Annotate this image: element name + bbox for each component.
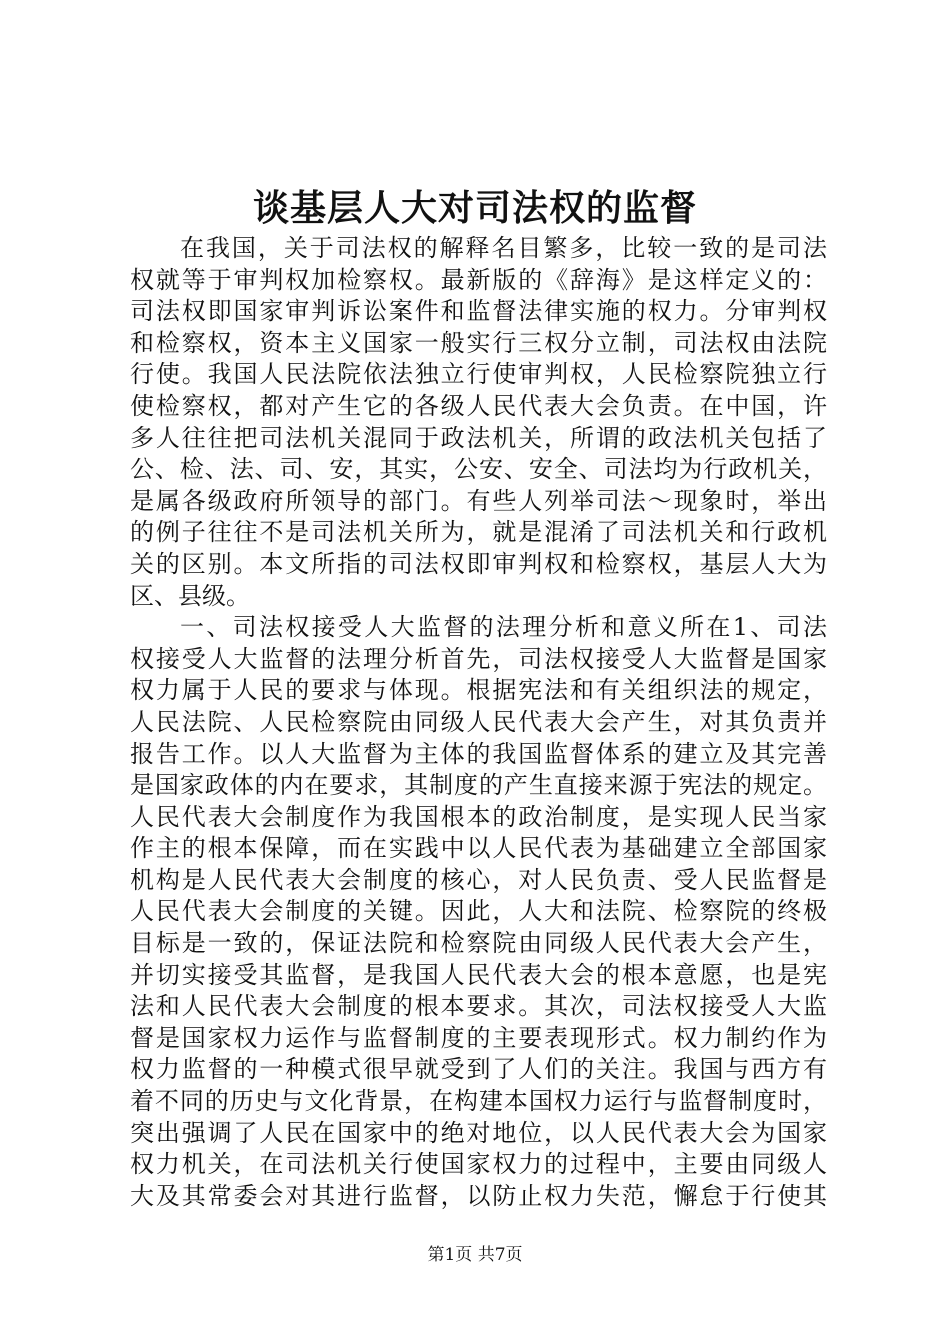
body-line: 关的区别。本文所指的司法权即审判权和检察权，基层人大为 xyxy=(130,549,827,578)
body-line: 是属各级政府所领导的部门。有些人列举司法～现象时，举出 xyxy=(130,486,827,515)
body-line: 人民代表大会制度作为我国根本的政治制度，是实现人民当家 xyxy=(130,802,827,831)
body-line: 作主的根本保障，而在实践中以人民代表为基础建立全部国家 xyxy=(130,834,827,863)
body-line: 机构是人民代表大会制度的核心，对人民负责、受人民监督是 xyxy=(130,865,827,894)
body-line: 权接受人大监督的法理分析首先，司法权接受人大监督是国家 xyxy=(130,644,827,673)
body-line: 法和人民代表大会制度的根本要求。其次，司法权接受人大监 xyxy=(130,992,827,1021)
body-line: 权力监督的一种模式很早就受到了人们的关注。我国与西方有 xyxy=(130,1055,827,1084)
body-line: 公、检、法、司、安，其实，公安、安全、司法均为行政机关， xyxy=(130,455,827,484)
body-line: 使检察权，都对产生它的各级人民代表大会负责。在中国，许 xyxy=(130,391,827,420)
body-line: 大及其常委会对其进行监督，以防止权力失范，懈怠于行使其 xyxy=(130,1181,827,1210)
body-line: 的例子往往不是司法机关所为，就是混淆了司法机关和行政机 xyxy=(130,518,827,547)
body-line: 突出强调了人民在国家中的绝对地位，以人民代表大会为国家 xyxy=(130,1118,827,1147)
body-line: 督是国家权力运作与监督制度的主要表现形式。权力制约作为 xyxy=(130,1023,827,1052)
body-line: 人民代表大会制度的关键。因此，人大和法院、检察院的终极 xyxy=(130,897,827,926)
body-line: 权力属于人民的要求与体现。根据宪法和有关组织法的规定， xyxy=(130,676,827,705)
body-line: 报告工作。以人大监督为主体的我国监督体系的建立及其完善 xyxy=(130,739,827,768)
body-line: 行使。我国人民法院依法独立行使审判权，人民检察院独立行 xyxy=(130,360,827,389)
document-title: 谈基层人大对司法权的监督 xyxy=(252,187,697,229)
body-line: 多人往往把司法机关混同于政法机关，所谓的政法机关包括了 xyxy=(130,423,827,452)
page-footer: 第1页 共7页 xyxy=(427,1245,523,1265)
body-line: 权就等于审判权加检察权。最新版的《辞海》是这样定义的： xyxy=(130,265,827,294)
body-line: 和检察权，资本主义国家一般实行三权分立制，司法权由法院 xyxy=(130,328,827,357)
body-line: 着不同的历史与文化背景，在构建本国权力运行与监督制度时， xyxy=(130,1087,827,1116)
body-line: 区、县级。 xyxy=(130,581,250,610)
body-line: 是国家政体的内在要求，其制度的产生直接来源于宪法的规定。 xyxy=(130,771,827,800)
body-line: 在我国，关于司法权的解释名目繁多，比较一致的是司法 xyxy=(180,234,827,262)
body-line: 目标是一致的，保证法院和检察院由同级人民代表大会产生， xyxy=(130,929,827,958)
body-line: 权力机关，在司法机关行使国家权力的过程中，主要由同级人 xyxy=(130,1150,827,1179)
body-line: 并切实接受其监督，是我国人民代表大会的根本意愿，也是宪 xyxy=(130,960,827,989)
body-line: 人民法院、人民检察院由同级人民代表大会产生，对其负责并 xyxy=(130,707,827,736)
document-body xyxy=(130,233,827,1212)
body-line: 司法权即国家审判诉讼案件和监督法律实施的权力。分审判权 xyxy=(130,297,827,326)
body-line: 一、司法权接受人大监督的法理分析和意义所在1、司法 xyxy=(180,613,827,642)
